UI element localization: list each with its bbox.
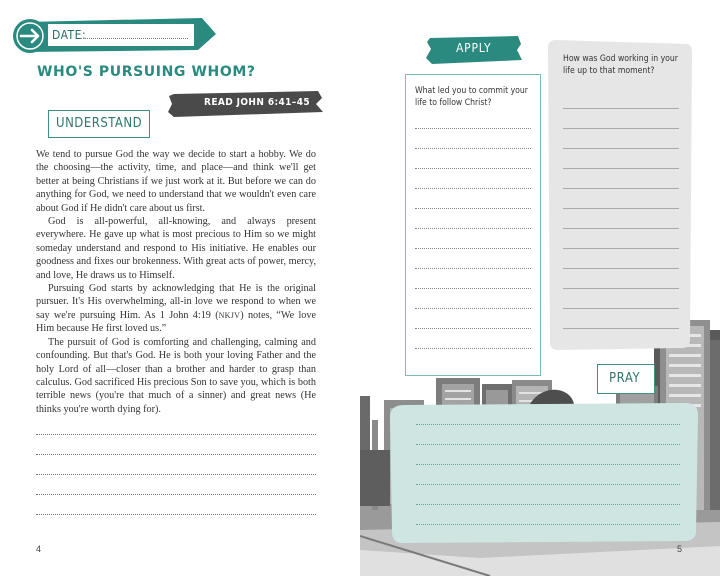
prayer-line[interactable]	[416, 524, 680, 525]
paragraph-1: We tend to pursue God the way we decide to start a hobby. We do the choosing—the activity, time, and place—and think we'll get better at being Christians if we just work at it. But before we can do anything for God, we need to understand that we wouldn't even care about God if He didn't care about us first.	[36, 149, 316, 214]
page-number-left: 4	[36, 544, 42, 554]
answer-line[interactable]	[563, 308, 679, 309]
answer-line[interactable]	[415, 168, 531, 169]
answer-line[interactable]	[415, 308, 531, 309]
section-heading-understand: UNDERSTAND	[56, 116, 143, 131]
answer-line[interactable]	[415, 128, 531, 129]
answer-line[interactable]	[415, 248, 531, 249]
section-heading-apply: APPLY	[456, 41, 492, 55]
answer-line[interactable]	[563, 168, 679, 169]
answer-line[interactable]	[563, 208, 679, 209]
section-heading-pray: PRAY	[609, 371, 641, 386]
answer-line[interactable]	[415, 268, 531, 269]
answer-line[interactable]	[415, 228, 531, 229]
paragraph-3: Pursuing God starts by acknowledging that He is the original pursuer. It's His overwhelming, all-in love we respond to when we say we're pursuing Him. As 1 John 4:19 (NKJV) notes, “We love Him because He first loved us.”	[36, 283, 316, 335]
answer-line[interactable]	[563, 268, 679, 269]
answer-line[interactable]	[415, 208, 531, 209]
paragraph-2: God is all-powerful, all-knowing, and always present everywhere. He gave up what is most precious to Him so we might someday understand and respond to His initiative. He enables our goodness and fixes our brokenness. With great acts of power, mercy, and love, He draws us to Himself.	[36, 216, 316, 281]
note-line[interactable]	[36, 494, 316, 495]
question-2-box	[548, 40, 692, 350]
prayer-line[interactable]	[416, 484, 680, 485]
page-number-right: 5	[677, 544, 683, 554]
paragraph-4: The pursuit of God is comforting and challenging, calming and confounding. But that's God. He is both your loving Father and the holy Lord of all—closer than a brother and harder to grasp than calculus. God sacrificed His precious Son to save you, which is both terrible news (you're that much of a sinner) and great news (He thinks you're worth dying for).	[36, 336, 316, 415]
note-line[interactable]	[36, 434, 316, 435]
answer-line[interactable]	[563, 108, 679, 109]
prayer-line[interactable]	[416, 444, 680, 445]
body-text	[36, 148, 316, 416]
answer-line[interactable]	[563, 228, 679, 229]
answer-line[interactable]	[563, 128, 679, 129]
answer-line[interactable]	[415, 328, 531, 329]
prayer-line[interactable]	[416, 504, 680, 505]
answer-line[interactable]	[563, 328, 679, 329]
date-label: DATE:	[52, 28, 87, 42]
question-2-prompt: How was God working in your life up to that moment?	[563, 54, 678, 76]
note-line[interactable]	[36, 454, 316, 455]
note-line[interactable]	[36, 474, 316, 475]
date-field[interactable]	[80, 38, 188, 39]
note-line[interactable]	[36, 514, 316, 515]
answer-line[interactable]	[563, 288, 679, 289]
prayer-line[interactable]	[416, 424, 680, 425]
answer-line[interactable]	[415, 188, 531, 189]
answer-line[interactable]	[563, 148, 679, 149]
question-1-prompt: What led you to commit your life to follow Christ?	[415, 86, 528, 108]
question-1-box	[405, 74, 541, 376]
answer-line[interactable]	[415, 348, 531, 349]
answer-line[interactable]	[563, 248, 679, 249]
page-title: WHO'S PURSUING WHOM?	[37, 64, 256, 80]
answer-line[interactable]	[415, 148, 531, 149]
prayer-line[interactable]	[416, 464, 680, 465]
date-banner	[12, 18, 214, 54]
answer-line[interactable]	[563, 188, 679, 189]
scripture-reference: READ JOHN 6:41–45	[204, 97, 311, 108]
answer-line[interactable]	[415, 288, 531, 289]
